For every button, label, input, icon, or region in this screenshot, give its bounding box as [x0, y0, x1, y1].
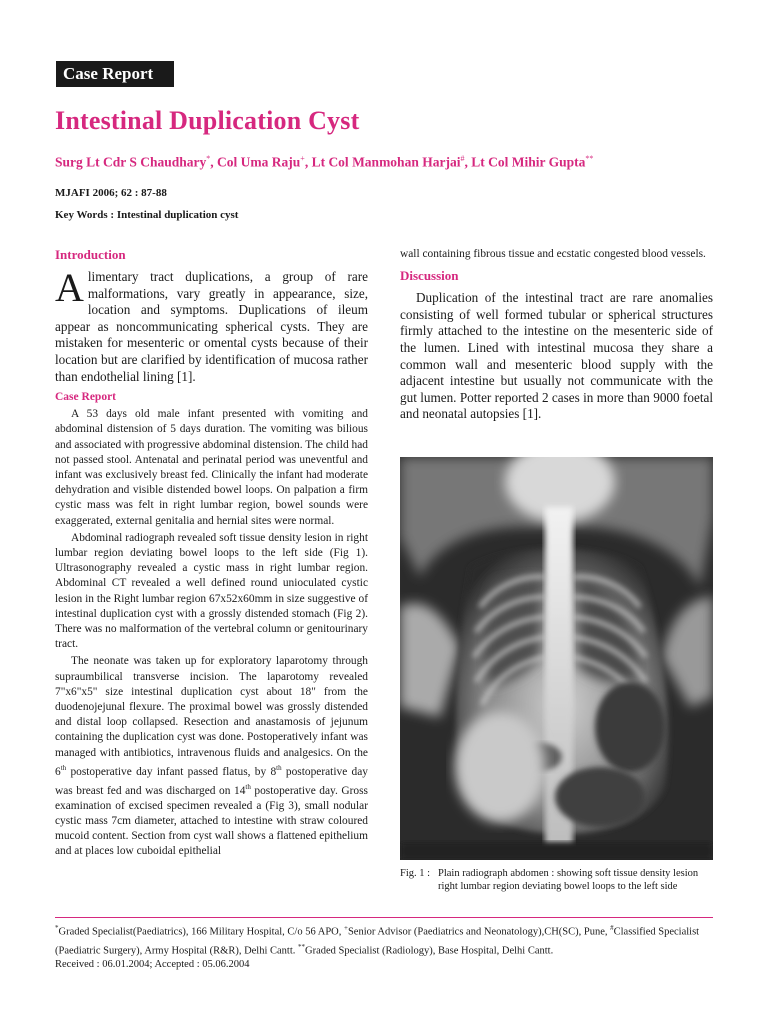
author-list: [55, 154, 735, 171]
discussion-paragraph: Duplication of the intestinal tract are rare anomalies consisting of well formed tubular or spherical structures firmly attached to the intestine on the mesenteric side of the lumen. Lined with intestinal mucosa they share a common wall and mesenteric blood supply with the adjacent intestine but usually not communicate with the gut lumen. Potter reported 2 cases in more than 9000 foetal and neonatal autopsies [1].: [400, 290, 713, 422]
affiliation-text: Graded Specialist(Paediatrics), 166 Military Hospital, C/o 56 APO,: [58, 926, 344, 938]
case-report-heading: Case Report: [55, 391, 116, 404]
case-paragraph-2: Abdominal radiograph revealed soft tissue density lesion in right lumbar region deviating bowel loops to the left side (Fig 1). Ultrasonography revealed a cystic mass in right lumbar region. Abdominal CT revealed a well defined round unioculated cystic lesion in the Right lumbar region 67x52x60mm in size suggestive of intestinal duplication cyst with a grossly distended stomach (Fig 2). There was no malformation of the vertebral column or genitourinary tract.: [55, 531, 368, 651]
case-paragraph-3: [55, 654, 368, 859]
footnote-divider: [55, 917, 713, 918]
affiliation-text: Graded Specialist (Radiology), Base Hospital, Delhi Cantt.: [305, 945, 554, 956]
affiliation-mark: *: [55, 924, 59, 932]
left-column: [55, 247, 368, 860]
continuation-paragraph: wall containing fibrous tissue and ecstatic congested blood vessels.: [400, 248, 706, 260]
article-title: Intestinal Duplication Cyst: [55, 106, 360, 135]
affiliation-mark: #: [610, 924, 614, 932]
ordinal-suffix: th: [245, 782, 251, 791]
affiliation-text: Classified Specialist (Paediatric Surgery), Army Hospital (R&R), Delhi Cantt.: [55, 926, 700, 956]
author-mark: +: [300, 154, 305, 163]
author-separator: ,: [464, 154, 472, 170]
xray-figure: [400, 457, 713, 860]
author-mark: *: [206, 154, 211, 163]
footnote: [55, 921, 715, 972]
journal-citation: MJAFI 2006; 62 : 87-88: [55, 187, 167, 199]
radiograph-image: [400, 457, 713, 860]
author-mark: #: [460, 154, 465, 163]
author-separator: ,: [210, 154, 218, 170]
figure-caption: [400, 867, 713, 893]
case-text: The neonate was taken up for exploratory laparotomy through supraumbilical transverse incision. The laparotomy revealed 7"x6"x5" size intestinal duplication cyst about 18" from the duodenojejunal flexure. The proximal bowel was grossly distended and distal loop collapsed. Resection and anastamosis of jejunum containing the duplication cyst was done. Postoperatively infant was managed with antibiotics, intravenous fluids and analgesics. On the 6: [55, 655, 368, 778]
author-mark: **: [585, 154, 594, 163]
affiliation-mark: **: [298, 942, 306, 951]
case-text: postoperative day was breast fed and was discharged on 14: [55, 765, 368, 797]
case-text: postoperative day infant passed flatus, by 8: [66, 765, 277, 778]
ordinal-suffix: th: [60, 763, 67, 772]
discussion-heading: Discussion: [400, 268, 459, 284]
author-name: Lt Col Manmohan Harjai: [311, 154, 461, 170]
section-badge: Case Report: [56, 61, 174, 87]
introduction-heading: Introduction: [55, 247, 126, 262]
case-paragraph-1: A 53 days old male infant presented with vomiting and abdominal distension of 5 days duration. The vomiting was bilious and associated with progressive abdominal distension. The child had not passed stool. Antenatal and perinatal period was uneventful and infant was exclusively breast fed. Clinically the infant had moderate dehydration and visible distended bowel loops. On palpation a firm cystic mass was felt in right lumbar region, bowel sounds were exaggerated, external genitalia and hernial sites were normal.: [55, 408, 368, 527]
author-name: Surg Lt Cdr S Chaudhary: [55, 154, 207, 170]
keywords: Key Words : Intestinal duplication cyst: [55, 209, 239, 221]
right-column: [400, 247, 713, 423]
figure-caption-text: Plain radiograph abdomen : showing soft tissue density lesion right lumbar region deviating bowel loops to the left side: [438, 868, 699, 892]
received-dates: Received : 06.01.2004; Accepted : 05.06.2004: [55, 959, 250, 970]
ordinal-suffix: th: [276, 763, 282, 772]
author-separator: ,: [304, 154, 312, 170]
drop-cap: A: [55, 265, 84, 310]
author-name: Col Uma Raju: [217, 154, 301, 170]
affiliations: [55, 921, 715, 958]
case-text: postoperative day. Gross examination of excised specimen revealed a (Fig 3), small nodular cystic mass 7cm diameter, attached to intestine with straw coloured mucoid content. Section from cyst wall shows a flattened epithelium and at places low cuboidal epithelial: [55, 784, 368, 858]
author-name: Lt Col Mihir Gupta: [471, 154, 586, 170]
affiliation-text: Senior Advisor (Paediatrics and Neonatology),CH(SC), Pune,: [347, 926, 611, 938]
affiliation-mark: +: [344, 924, 348, 932]
introduction-paragraph: [55, 265, 368, 385]
figure-label: Fig. 1 :: [400, 868, 431, 879]
introduction-text: limentary tract duplications, a group of rare malformations, vary greatly in appearance, size, location and symptoms. Duplications of ileum appear as noncommunicating spherical cysts. They are mistaken for mesenteric or omental cysts because of their location but are clarified by identification of mucosa rather than endothelial lining [1].: [55, 269, 368, 384]
